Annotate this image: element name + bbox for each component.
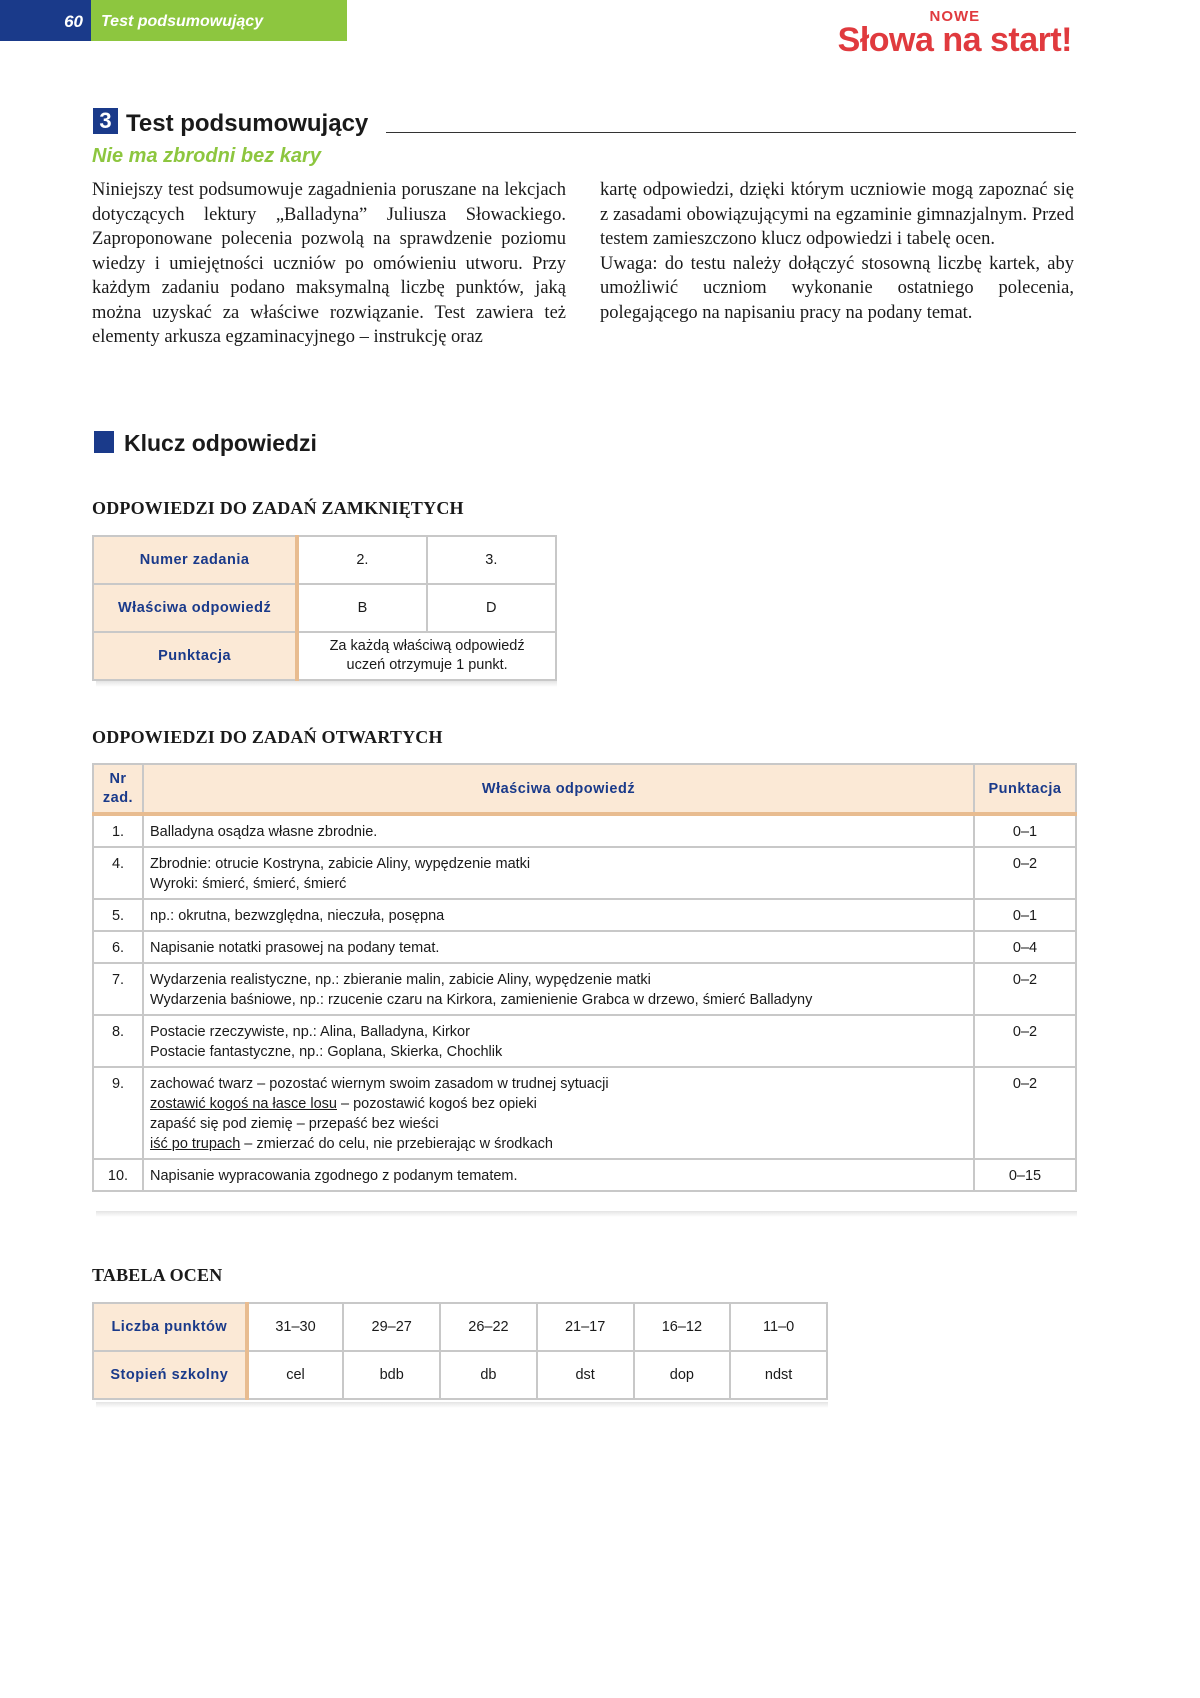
page-number-block <box>0 0 91 41</box>
col-nr-header-line: zad. <box>102 789 134 806</box>
section-number: 3 <box>93 108 118 134</box>
table-shadow <box>96 1211 1077 1217</box>
closed-answers-table <box>92 535 557 681</box>
task-points: 0–1 <box>974 899 1076 931</box>
answer-line: Zbrodnie: otrucie Kostryna, zabicie Aliny, wypędzenie matki <box>150 856 531 872</box>
grade-value: cel <box>247 1351 344 1399</box>
intro-right-column <box>600 178 1074 325</box>
closed-task-label: Numer zadania <box>93 536 297 584</box>
task-number: 6. <box>93 931 143 963</box>
answer-line: Napisanie notatki prasowej na podany temat. <box>150 940 440 956</box>
key-title: Klucz odpowiedzi <box>124 430 317 456</box>
intro-left-text: Niniejszy test podsumowuje zagadnienia poruszane na lekcjach dotyczących lektury „Balladyna” Juliusza Słowackiego. Zaproponowane polecenia pozwolą na sprawdzenie poziomu wiedzy i umiejętności uczniów po omówieniu utworu. Przy każdym zadaniu podano maksymalną liczbę punktów, jaką można uzyskać za właściwe rozwiązanie. Test zawiera też elementy arkusza egzaminacyjnego – instrukcję oraz <box>92 180 566 347</box>
answer-line: Postacie rzeczywiste, np.: Alina, Balladyna, Kirkor <box>150 1024 470 1040</box>
idiom-phrase: zostawić kogoś na łasce losu <box>150 1096 337 1112</box>
closed-answer-label: Właściwa odpowiedź <box>93 584 297 632</box>
table-row <box>93 899 1076 931</box>
grade-value: dst <box>537 1351 634 1399</box>
task-number: 1. <box>93 814 143 847</box>
points-range: 21–17 <box>537 1303 634 1351</box>
col-nr-header <box>93 764 143 814</box>
answer-line: Wydarzenia baśniowe, np.: rzucenie czaru na Kirkora, zamienienie Grabca w drzewo, śmierć Balladyny <box>150 992 813 1008</box>
answer-line: np.: okrutna, bezwzględna, nieczuła, posępna <box>150 908 445 924</box>
grades-grade-row <box>93 1351 827 1399</box>
running-title: Test podsumowujący <box>101 13 264 30</box>
idiom-phrase: zachować twarz <box>150 1076 254 1092</box>
brand-main: Słowa na start! <box>837 21 1072 59</box>
points-range: 31–30 <box>247 1303 344 1351</box>
table-row <box>93 931 1076 963</box>
task-number: 7. <box>93 963 143 1015</box>
grade-value: bdb <box>343 1351 440 1399</box>
task-points: 0–4 <box>974 931 1076 963</box>
closed-task-cell: 3. <box>427 536 556 584</box>
idiom-meaning: – pozostawić kogoś bez opieki <box>337 1096 537 1112</box>
closed-row-points <box>93 632 556 680</box>
closed-points-line: Za każdą właściwą odpowiedź <box>329 638 525 654</box>
table-row <box>93 814 1076 847</box>
task-answer <box>143 1015 974 1067</box>
grades-table <box>92 1302 828 1400</box>
closed-answer-cell: B <box>297 584 426 632</box>
table-shadow <box>96 681 557 687</box>
closed-task-cell: 2. <box>297 536 426 584</box>
answer-line: Balladyna osądza własne zbrodnie. <box>150 824 378 840</box>
table-row <box>93 963 1076 1015</box>
task-number: 5. <box>93 899 143 931</box>
points-range: 11–0 <box>730 1303 827 1351</box>
closed-row-answers <box>93 584 556 632</box>
idiom-line <box>150 1074 967 1094</box>
idiom-meaning: – pozostać wiernym swoim zasadom w trudnej sytuacji <box>253 1076 609 1092</box>
idiom-line <box>150 1134 967 1154</box>
brand-logo <box>838 8 1072 57</box>
task-number: 4. <box>93 847 143 899</box>
page-number: 60 <box>64 12 83 31</box>
points-range: 29–27 <box>343 1303 440 1351</box>
idiom-meaning: – przepaść bez wieści <box>292 1116 439 1132</box>
open-header-row <box>93 764 1076 814</box>
brand-top: NOWE <box>929 8 981 25</box>
grade-value: ndst <box>730 1351 827 1399</box>
task-number: 8. <box>93 1015 143 1067</box>
table-row <box>93 1067 1076 1159</box>
task-answer <box>143 899 974 931</box>
idiom-phrase: iść po trupach <box>150 1136 241 1152</box>
closed-answers-heading: ODPOWIEDZI DO ZADAŃ ZAMKNIĘTYCH <box>92 498 464 518</box>
answer-line: Wydarzenia realistyczne, np.: zbieranie malin, zabicie Aliny, wypędzenie matki <box>150 972 651 988</box>
col-nr-header-line: Nr <box>109 770 127 787</box>
task-points: 0–2 <box>974 847 1076 899</box>
idiom-line <box>150 1094 967 1114</box>
task-answer <box>143 1067 974 1159</box>
answer-line: Napisanie wypracowania zgodnego z podanym tematem. <box>150 1168 518 1184</box>
running-title-band <box>91 0 347 41</box>
points-label: Liczba punktów <box>93 1303 247 1351</box>
grades-points-row <box>93 1303 827 1351</box>
grade-value: dop <box>634 1351 731 1399</box>
task-answer <box>143 847 974 899</box>
task-number: 9. <box>93 1067 143 1159</box>
grades-heading: TABELA OCEN <box>92 1265 223 1285</box>
idiom-phrase: zapaść się pod ziemię <box>150 1116 293 1132</box>
answer-line: Wyroki: śmierć, śmierć, śmierć <box>150 876 347 892</box>
key-marker <box>94 431 114 453</box>
closed-points-label: Punktacja <box>93 632 297 680</box>
col-answer-header: Właściwa odpowiedź <box>143 764 974 814</box>
table-row <box>93 1015 1076 1067</box>
table-shadow <box>96 1402 828 1408</box>
section-title: Test podsumowujący <box>126 110 369 137</box>
idiom-meaning: – zmierzać do celu, nie przebierając w środkach <box>240 1136 553 1152</box>
open-answers-heading: ODPOWIEDZI DO ZADAŃ OTWARTYCH <box>92 727 443 747</box>
task-answer <box>143 963 974 1015</box>
grade-label: Stopień szkolny <box>93 1351 247 1399</box>
open-answers-table <box>92 763 1077 1192</box>
task-answer <box>143 1159 974 1191</box>
grade-value: db <box>440 1351 537 1399</box>
task-points: 0–2 <box>974 1067 1076 1159</box>
closed-points-line: uczeń otrzymuje 1 punkt. <box>346 657 508 673</box>
task-points: 0–1 <box>974 814 1076 847</box>
closed-answer-cell: D <box>427 584 556 632</box>
closed-points-cell <box>297 632 556 680</box>
section-rule <box>386 132 1076 133</box>
task-answer <box>143 931 974 963</box>
task-number: 10. <box>93 1159 143 1191</box>
intro-right-text-2: Uwaga: do testu należy dołączyć stosowną liczbę kartek, aby umożliwić uczniom wykonanie ostatniego polecenia, polegającego na napisaniu pracy na podany temat. <box>600 253 1074 323</box>
intro-left-column <box>92 178 566 350</box>
points-range: 26–22 <box>440 1303 537 1351</box>
closed-row-tasks <box>93 536 556 584</box>
intro-right-text-1: kartę odpowiedzi, dzięki którym uczniowie mogą zapoznać się z zasadami obowiązującymi na egzaminie gimnazjalnym. Przed testem zamieszczono klucz odpowiedzi i tabelę ocen. <box>600 180 1074 249</box>
points-range: 16–12 <box>634 1303 731 1351</box>
table-row <box>93 847 1076 899</box>
task-points: 0–2 <box>974 1015 1076 1067</box>
task-points: 0–15 <box>974 1159 1076 1191</box>
section-subtitle: Nie ma zbrodni bez kary <box>92 145 321 167</box>
idiom-line <box>150 1114 967 1134</box>
col-points-header: Punktacja <box>974 764 1076 814</box>
task-points: 0–2 <box>974 963 1076 1015</box>
task-answer <box>143 814 974 847</box>
answer-line: Postacie fantastyczne, np.: Goplana, Skierka, Chochlik <box>150 1044 503 1060</box>
table-row <box>93 1159 1076 1191</box>
